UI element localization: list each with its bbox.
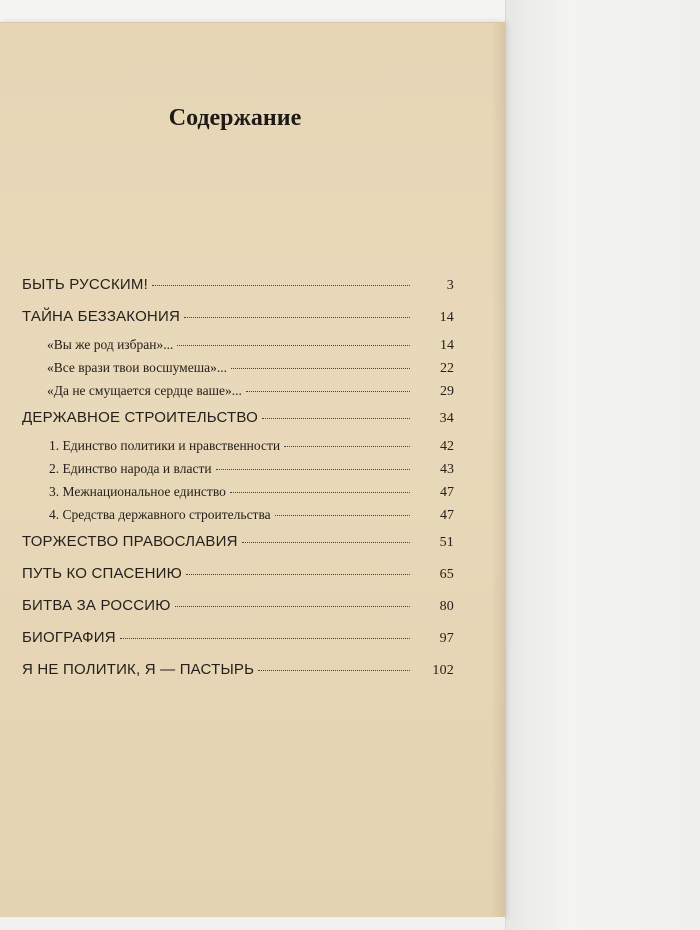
toc-entry xyxy=(22,594,454,626)
toc-entry-page-number: 80 xyxy=(439,599,454,614)
toc-entry-label: 4. Средства державного строительства xyxy=(49,507,271,522)
dot-leader xyxy=(262,418,410,419)
toc-entry-page-number: 3 xyxy=(446,278,454,293)
dot-leader xyxy=(120,638,410,639)
toc-entry-label: «Вы же род избран»... xyxy=(47,337,174,352)
dot-leader xyxy=(242,542,410,543)
toc-entry-page-number: 34 xyxy=(439,411,454,426)
dot-leader xyxy=(152,285,410,286)
toc-entry-label: ПУТЬ КО СПАСЕНИЮ xyxy=(22,565,182,582)
toc-entry-page-number: 97 xyxy=(439,631,454,646)
dot-leader xyxy=(275,515,410,516)
toc-entry xyxy=(22,383,454,406)
toc-entry xyxy=(22,562,454,594)
toc-entry-label: БИТВА ЗА РОССИЮ xyxy=(22,597,171,614)
facing-blank-page xyxy=(505,0,700,930)
toc-entry-page-number: 47 xyxy=(440,485,454,500)
toc-entry-page-number: 65 xyxy=(439,567,454,582)
contents-page xyxy=(0,22,505,918)
toc-entry xyxy=(22,273,454,305)
toc-entry-label: ТАЙНА БЕЗЗАКОНИЯ xyxy=(22,308,180,325)
toc-entry-page-number: 22 xyxy=(440,361,454,376)
dot-leader xyxy=(258,670,410,671)
toc-entry-page-number: 51 xyxy=(439,535,454,550)
table-of-contents xyxy=(22,273,454,690)
dot-leader xyxy=(184,317,410,318)
toc-entry xyxy=(22,305,454,337)
toc-entry xyxy=(22,406,454,438)
toc-entry-page-number: 14 xyxy=(440,338,454,353)
dot-leader xyxy=(175,606,410,607)
toc-entry-page-number: 102 xyxy=(432,663,454,678)
dot-leader xyxy=(246,391,410,392)
toc-entry-page-number: 29 xyxy=(440,384,454,399)
dot-leader xyxy=(284,446,410,447)
toc-entry-label: «Да не смущается сердце ваше»... xyxy=(47,383,242,398)
toc-entry-label: БИОГРАФИЯ xyxy=(22,629,116,646)
dot-leader xyxy=(186,574,410,575)
toc-entry-label: 3. Межнациональное единство xyxy=(49,484,226,499)
toc-entry xyxy=(22,626,454,658)
toc-entry xyxy=(22,461,454,484)
toc-entry-label: ТОРЖЕСТВО ПРАВОСЛАВИЯ xyxy=(22,533,238,550)
dot-leader xyxy=(230,492,410,493)
toc-entry-label: 2. Единство народа и власти xyxy=(49,461,212,476)
dot-leader xyxy=(177,345,410,346)
toc-entry-label: ДЕРЖАВНОЕ СТРОИТЕЛЬСТВО xyxy=(22,409,258,426)
toc-entry-page-number: 47 xyxy=(440,508,454,523)
toc-entry-label: БЫТЬ РУССКИМ! xyxy=(22,276,148,293)
background-strip-bottom xyxy=(0,917,505,930)
toc-entry-label: 1. Единство политики и нравственности xyxy=(49,438,281,453)
toc-entry-page-number: 42 xyxy=(440,439,454,454)
page-title: Содержание xyxy=(168,105,302,131)
dot-leader xyxy=(231,368,410,369)
toc-entry xyxy=(22,337,454,360)
toc-entry-page-number: 14 xyxy=(439,310,454,325)
toc-entry xyxy=(22,507,454,530)
toc-entry-label: «Все врази твои восшумеша»... xyxy=(47,360,227,375)
toc-entry xyxy=(22,658,454,690)
toc-entry xyxy=(22,530,454,562)
toc-entry-page-number: 43 xyxy=(440,462,454,477)
dot-leader xyxy=(216,469,410,470)
toc-entry xyxy=(22,438,454,461)
toc-entry-label: Я НЕ ПОЛИТИК, Я — ПАСТЫРЬ xyxy=(22,661,255,678)
toc-entry xyxy=(22,360,454,383)
toc-entry xyxy=(22,484,454,507)
